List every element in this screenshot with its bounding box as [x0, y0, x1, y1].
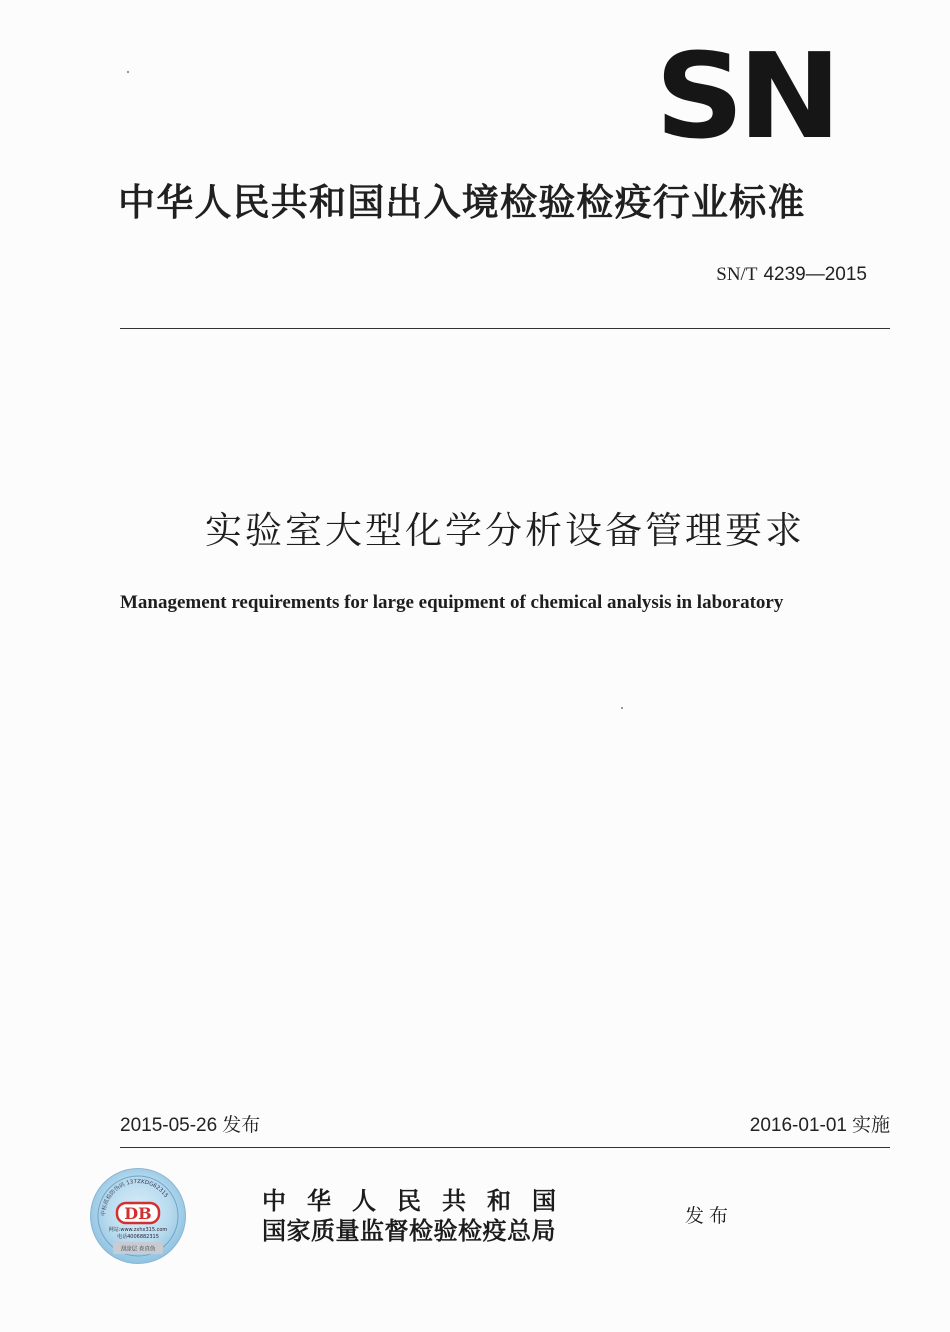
standard-number [716, 262, 867, 287]
issue-date [120, 1112, 260, 1139]
issuer-agency: 国家质量监督检验检疫总局 [262, 1216, 556, 1245]
implementation-date-value: 2016-01-01 [749, 1115, 847, 1136]
seal-scratch-text: 刮涂层 查真伪 [120, 1246, 156, 1253]
issue-date-value: 2015-05-26 [120, 1115, 218, 1136]
issue-date-label: 发布 [222, 1114, 261, 1136]
issuer-country: 中华人民共和国 [262, 1186, 577, 1215]
standard-prefix: SN/T [716, 264, 758, 285]
implementation-date [750, 1112, 890, 1139]
standard-code: 4239—2015 [763, 264, 867, 285]
implementation-date-label: 实施 [851, 1114, 890, 1136]
publish-label: 发布 [685, 1205, 734, 1227]
scan-speck [621, 707, 623, 709]
chinese-title: 实验室大型化学分析设备管理要求 [205, 509, 805, 552]
english-title: Management requirements for large equipment of chemical analysis in laboratory [120, 592, 784, 613]
industry-standard-heading: 中华人民共和国出入境检验检疫行业标准 [118, 181, 806, 224]
seal-website: 网站:www.zxhx315.com [108, 1227, 168, 1233]
seal-phone: 电话4006882315 [117, 1234, 159, 1240]
seal-graphic [91, 1169, 185, 1263]
bottom-divider [120, 1147, 890, 1148]
seal-emblem-letters: DB [124, 1204, 152, 1223]
seal-ring-text: 中标质检防伪码 137ZKDG62315 [100, 1178, 169, 1217]
top-divider [120, 328, 890, 329]
anti-counterfeit-seal [90, 1168, 186, 1264]
sn-logo: SN [655, 27, 836, 165]
scan-speck [127, 71, 129, 73]
issuing-authority [262, 1186, 577, 1246]
